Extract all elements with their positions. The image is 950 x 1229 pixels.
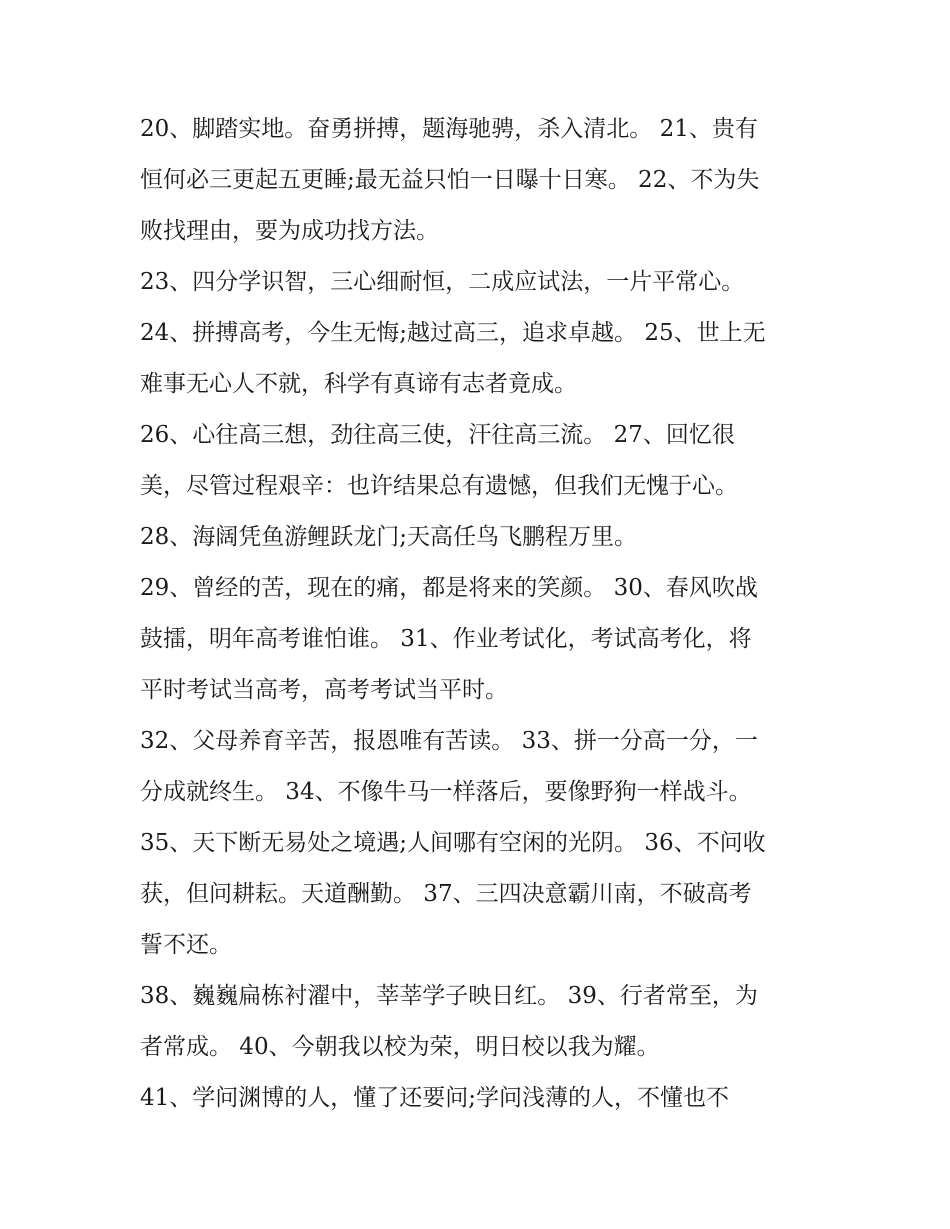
- text-line: 鼓擂，明年高考谁怕谁。 31、作业考试化，考试高考化，将: [140, 626, 752, 652]
- text-line: 20、脚踏实地。奋勇拼搏，题海驰骋，杀入清北。 21、贵有: [140, 116, 758, 142]
- text-line: 24、拼搏高考，今生无悔;越过高三，追求卓越。 25、世上无: [140, 320, 766, 346]
- text-line: 败找理由，要为成功找方法。: [140, 218, 439, 244]
- text-line: 38、巍巍扁栋衬濯中，莘莘学子映日红。 39、行者常至，为: [140, 983, 758, 1009]
- document-body: [140, 104, 810, 1124]
- text-line: 恒何必三更起五更睡;最无益只怕一日曝十日寒。 22、不为失: [140, 167, 760, 193]
- text-line: 分成就终生。 34、不像牛马一样落后，要像野狗一样战斗。: [140, 779, 752, 805]
- text-line: 32、父母养育辛苦，报恩唯有苦读。 33、拼一分高一分，一: [140, 728, 758, 754]
- text-line: 29、曾经的苦，现在的痛，都是将来的笑颜。 30、春风吹战: [140, 575, 758, 601]
- text-line: 美，尽管过程艰辛：也许结果总有遗憾，但我们无愧于心。: [140, 473, 738, 499]
- text-line: 获，但问耕耘。天道酬勤。 37、三四决意霸川南，不破高考: [140, 881, 752, 907]
- text-line: 难事无心人不就，科学有真谛有志者竟成。: [140, 371, 577, 397]
- text-line: 23、四分学识智，三心细耐恒，二成应试法，一片平常心。: [140, 269, 745, 295]
- text-line: 35、天下断无易处之境遇;人间哪有空闲的光阴。 36、不问收: [140, 830, 766, 856]
- text-line: 誓不还。: [140, 932, 232, 958]
- text-line: 26、心往高三想，劲往高三使，汗往高三流。 27、回忆很: [140, 422, 735, 448]
- text-line: 28、海阔凭鱼游鲤跃龙门;天高任鸟飞鹏程万里。: [140, 524, 638, 550]
- text-line: 41、学问渊博的人，懂了还要问;学问浅薄的人，不懂也不: [140, 1085, 730, 1111]
- text-line: 平时考试当高考，高考考试当平时。: [140, 677, 508, 703]
- text-line: 者常成。 40、今朝我以校为荣，明日校以我为耀。: [140, 1034, 660, 1060]
